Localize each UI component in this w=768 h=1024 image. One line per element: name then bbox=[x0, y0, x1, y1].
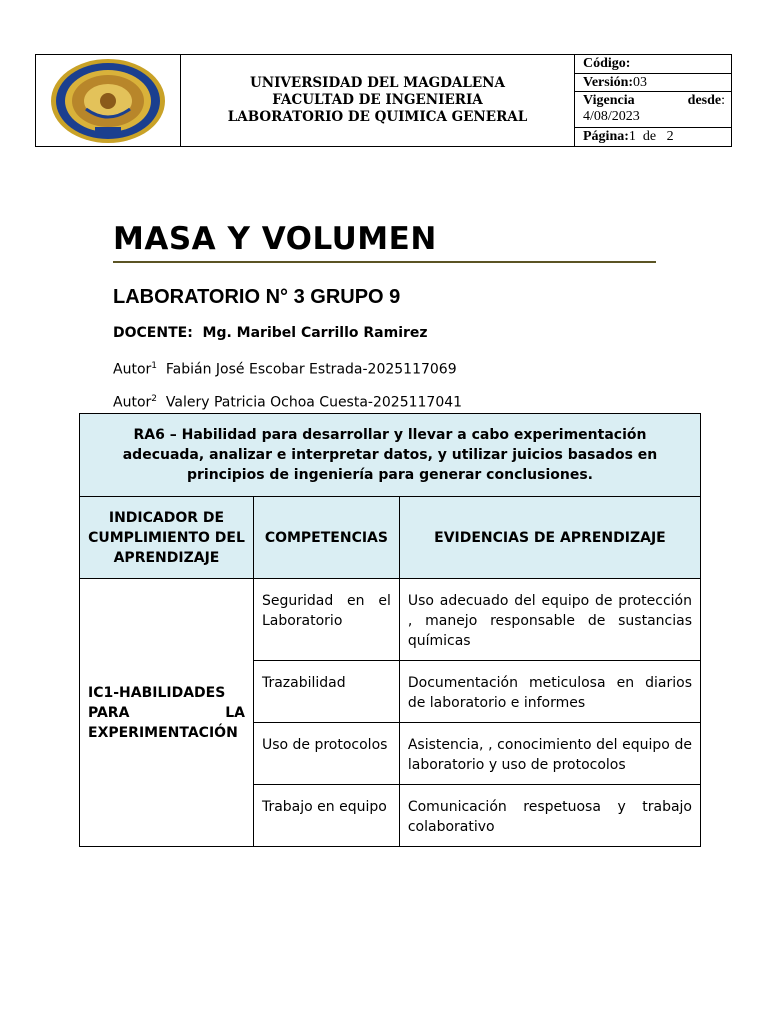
indicator-cell bbox=[80, 579, 254, 847]
vigencia-date: 4/08/2023 bbox=[583, 109, 640, 124]
evidencia-cell: Comunicación respetuosa y trabajo colaborativo bbox=[399, 785, 700, 847]
document-header bbox=[35, 54, 732, 147]
header-indicator: INDICADOR DE CUMPLIMIENTO DEL APRENDIZAJE bbox=[80, 497, 254, 579]
indicator-text: IC1-HABILIDADES PARA LA EXPERIMENTACIÓN bbox=[88, 684, 245, 741]
evidencia-cell: Asistencia, , conocimiento del equipo de laboratorio y uso de protocolos bbox=[399, 723, 700, 785]
learning-outcome: RA6 – Habilidad para desarrollar y llevar a cabo experimentación adecuada, analizar e interpretar datos, y utilizar juicios basados en principios de ingeniería para generar conclusiones. bbox=[80, 414, 701, 497]
logo-cell bbox=[36, 55, 181, 146]
version-value: 03 bbox=[633, 75, 648, 90]
evidencia-cell: Documentación meticulosa en diarios de laboratorio e informes bbox=[399, 661, 700, 723]
author-2 bbox=[113, 394, 462, 411]
codigo-row bbox=[575, 55, 731, 74]
vigencia-colon: : bbox=[721, 93, 725, 108]
author-label: Autor bbox=[113, 394, 152, 411]
header-competencias: COMPETENCIAS bbox=[253, 497, 399, 579]
competencia-cell: Uso de protocolos bbox=[253, 723, 399, 785]
competencia-cell: Trabajo en equipo bbox=[253, 785, 399, 847]
faculty-name: FACULTAD DE INGENIERIA bbox=[272, 92, 483, 108]
docente: DOCENTE: Mg. Maribel Carrillo Ramirez bbox=[113, 325, 428, 341]
pagina-label: Página: bbox=[583, 129, 629, 144]
evidencia-cell: Uso adecuado del equipo de protección , manejo responsable de sustancias químicas bbox=[399, 579, 700, 661]
table-row bbox=[80, 579, 701, 661]
author-1 bbox=[113, 361, 457, 378]
title-underline bbox=[113, 261, 656, 263]
version-row bbox=[575, 74, 731, 92]
document-metadata bbox=[575, 55, 731, 146]
author-label: Autor bbox=[113, 361, 152, 378]
competencia-cell: Trazabilidad bbox=[253, 661, 399, 723]
version-label: Versión: bbox=[583, 75, 634, 90]
vigencia-desde: desde bbox=[687, 93, 722, 108]
university-name: UNIVERSIDAD DEL MAGDALENA bbox=[250, 75, 505, 91]
institution-title bbox=[181, 55, 575, 146]
vigencia-row bbox=[575, 92, 731, 128]
competency-table bbox=[79, 413, 701, 847]
table-header-row bbox=[80, 497, 701, 579]
author-index: 2 bbox=[151, 394, 157, 404]
author-name: Fabián José Escobar Estrada-2025117069 bbox=[165, 361, 457, 378]
vigencia-label: Vigencia bbox=[583, 93, 635, 108]
lab-name: LABORATORIO DE QUIMICA GENERAL bbox=[227, 109, 528, 125]
pagina-value: 1 de 2 bbox=[628, 129, 674, 144]
author-index: 1 bbox=[151, 361, 157, 371]
lab-group: LABORATORIO N° 3 GRUPO 9 bbox=[113, 286, 401, 308]
university-seal-icon bbox=[49, 57, 167, 145]
codigo-label: Código: bbox=[583, 56, 631, 71]
pagina-row bbox=[575, 128, 731, 146]
document-title: MASA Y VOLUMEN bbox=[113, 221, 437, 257]
competencia-cell: Seguridad en el Laboratorio bbox=[253, 579, 399, 661]
author-name: Valery Patricia Ochoa Cuesta-2025117041 bbox=[165, 394, 463, 411]
header-evidencias: EVIDENCIAS DE APRENDIZAJE bbox=[399, 497, 700, 579]
